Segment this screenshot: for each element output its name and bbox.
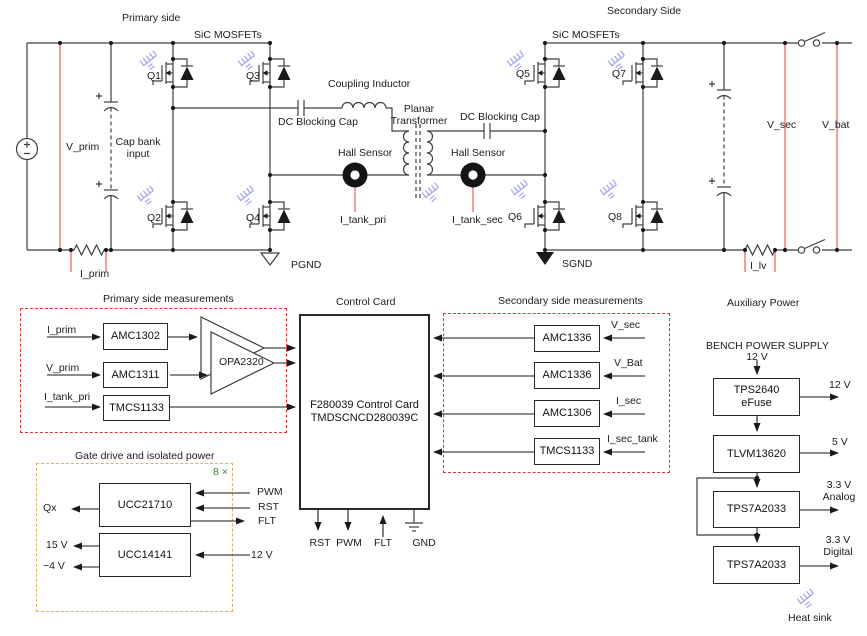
- planar-transformer-label: Planar Transformer: [390, 103, 448, 127]
- bench-supply-voltage: 12 V: [746, 351, 768, 363]
- out-12v-label: 12 V: [829, 379, 851, 391]
- heatsink-icon-q1: [139, 51, 160, 72]
- auxiliary-power-title: Auxiliary Power: [727, 297, 800, 309]
- cap-bank-sec-top: [709, 81, 731, 99]
- cap-bank-pri-bottom: [96, 181, 118, 199]
- v-bat-input-label: V_Bat: [614, 357, 643, 369]
- sic-mosfets-label-secondary: SiC MOSFETs: [552, 29, 620, 41]
- relay-switch-bottom: [798, 240, 825, 254]
- i-tank-pri-label: I_tank_pri: [340, 214, 387, 226]
- heatsink-icon-q3: [237, 51, 258, 72]
- iprim-shunt-resistor: [74, 245, 104, 255]
- out-5v-label: 5 V: [832, 436, 848, 448]
- sgnd-symbol: [536, 252, 554, 265]
- i-prim-label: I_prim: [80, 268, 110, 280]
- cap-bank-sec-bottom: [709, 178, 731, 196]
- q1-label: Q1: [147, 70, 162, 82]
- amc1336-block-1: AMC1336: [534, 325, 600, 352]
- tlvm13620-block: TLVM13620: [713, 435, 800, 473]
- pin-flt-label: FLT: [374, 537, 392, 549]
- tps7a2033-analog-block: TPS7A2033: [713, 491, 800, 528]
- q7-label: Q7: [612, 68, 627, 80]
- q2-label: Q2: [147, 212, 162, 224]
- pin-gnd-label: GND: [412, 537, 436, 549]
- control-card-name-line1: F280039 Control Card: [310, 399, 419, 411]
- heatsink-icon-transformer: [421, 183, 442, 204]
- i-prim-input-label: I_prim: [47, 324, 77, 336]
- sic-mosfets-label-primary: SiC MOSFETs: [194, 29, 262, 41]
- heatsink-icon-q2: [136, 186, 157, 207]
- tmcs1133-primary-block: TMCS1133: [103, 395, 170, 421]
- i-tank-pri-input-label: I_tank_pri: [44, 391, 91, 403]
- control-card-name-line2: TMDSCNCD280039C: [310, 412, 419, 424]
- hall-sensor-left-symbol: [343, 163, 368, 188]
- measurement-sense-lines: [60, 43, 837, 272]
- q8-label: Q8: [608, 211, 623, 223]
- amc1336-block-2: AMC1336: [534, 362, 600, 389]
- mosfet-q5: [525, 57, 566, 89]
- heatsink-legend-label: Heat sink: [788, 612, 832, 624]
- gd-rst-label: RST: [258, 501, 279, 513]
- i-tank-sec-label: I_tank_sec: [452, 214, 503, 226]
- qx-label: Qx: [43, 502, 57, 514]
- hall-sensor-right-symbol: [461, 163, 486, 188]
- amc1311-block: AMC1311: [103, 362, 168, 388]
- control-card-block: [299, 314, 430, 510]
- hall-sensor-left-label: Hall Sensor: [338, 147, 393, 159]
- amc1306-block: AMC1306: [534, 400, 600, 427]
- v-sec-input-label: V_sec: [611, 319, 641, 331]
- pin-rst-label: RST: [309, 537, 331, 549]
- cap-bank-pri-top: [96, 93, 118, 111]
- gd-15v-label: 15 V: [46, 539, 68, 551]
- tps2640-block: TPS2640 eFuse: [713, 378, 800, 416]
- heatsink-icon-q4: [236, 186, 257, 207]
- relay-switch-top: [798, 33, 825, 47]
- control-card-title: Control Card: [336, 296, 396, 308]
- opa2320-label: OPA2320: [219, 356, 264, 368]
- gate-drive-multiplier: 8 ×: [213, 466, 228, 478]
- voltage-source-symbol: [17, 139, 38, 160]
- ucc21710-block: UCC21710: [99, 483, 191, 527]
- ucc14141-block: UCC14141: [99, 533, 191, 577]
- pin-pwm-label: PWM: [336, 537, 362, 549]
- heatsink-icon-q8: [599, 180, 620, 201]
- v-prim-label: V_prim: [66, 141, 100, 153]
- heatsink-icon-legend: [796, 589, 817, 610]
- q6-label: Q6: [508, 211, 523, 223]
- primary-measurements-title: Primary side measurements: [103, 293, 234, 305]
- primary-side-title: Primary side: [122, 12, 181, 24]
- mosfet-q6: [525, 200, 566, 232]
- coupling-inductor-label: Coupling Inductor: [328, 78, 411, 90]
- v-prim-input-label: V_prim: [46, 362, 80, 374]
- q3-label: Q3: [246, 70, 261, 82]
- dc-blocking-cap-right-label: DC Blocking Cap: [460, 111, 540, 123]
- gd-12v-label: 12 V: [251, 549, 273, 561]
- coupling-inductor-symbol: [342, 103, 386, 109]
- hall-sensor-right-label: Hall Sensor: [451, 147, 506, 159]
- secondary-measurements-title: Secondary side measurements: [498, 295, 643, 307]
- dc-blocking-cap-left-label: DC Blocking Cap: [278, 116, 358, 128]
- mosfet-q7: [623, 57, 664, 89]
- pgnd-label: PGND: [291, 259, 322, 271]
- v-sec-label: V_sec: [767, 119, 797, 131]
- q4-label: Q4: [246, 212, 261, 224]
- out-3v3-analog-label: 3.3 V Analog: [822, 479, 856, 503]
- pgnd-symbol: [261, 253, 279, 265]
- gd-pwm-label: PWM: [257, 486, 283, 498]
- q5-label: Q5: [516, 68, 531, 80]
- amc1302-block: AMC1302: [103, 323, 168, 350]
- out-3v3-digital-label: 3.3 V Digital: [823, 534, 853, 558]
- ilv-shunt-resistor: [745, 245, 775, 255]
- cap-bank-label: Cap bank input: [115, 136, 161, 160]
- gd-flt-label: FLT: [258, 515, 276, 527]
- sgnd-label: SGND: [562, 258, 593, 270]
- heatsink-icon-q6: [510, 180, 531, 201]
- tmcs1133-secondary-block: TMCS1133: [534, 438, 600, 465]
- mosfet-q8: [623, 200, 664, 232]
- i-lv-label: I_lv: [750, 260, 767, 272]
- tps7a2033-digital-block: TPS7A2033: [713, 546, 800, 584]
- gd-neg4v-label: −4 V: [43, 560, 65, 572]
- v-bat-label: V_bat: [822, 119, 850, 131]
- bench-supply-label: BENCH POWER SUPPLY: [706, 340, 829, 352]
- secondary-side-title: Secondary Side: [607, 5, 682, 17]
- i-sec-input-label: I_sec: [616, 395, 642, 407]
- i-sec-tank-input-label: I_sec_tank: [607, 433, 658, 445]
- gate-drive-title: Gate drive and isolated power: [75, 450, 215, 462]
